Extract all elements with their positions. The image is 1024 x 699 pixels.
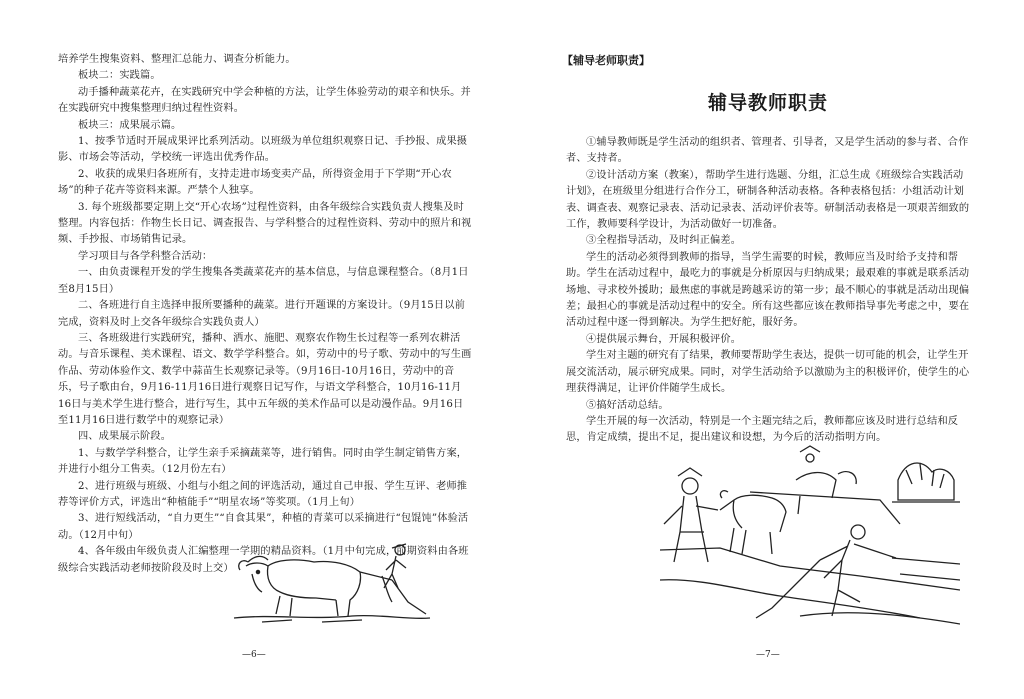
paragraph: ①辅导教师既是学生活动的组织者、管理者、引导者，又是学生活动的参与者、合作者、支持者。: [566, 137, 969, 165]
paragraph: 二、各班进行自主选择申报所要播种的蔬菜。进行开题课的方案设计。（9月15日以前完成，资料及时上交各年级综合实践负责人）: [58, 300, 465, 328]
paragraph: 2、进行班级与班级、小组与小组之间的评选活动，通过自己申报、学生互评、老师推荐等评价方式，评选出“种植能手”“明星农场”等奖项。（1月上旬）: [58, 480, 468, 508]
paragraph: 一、由负责课程开发的学生搜集各类蔬菜花卉的基本信息，与信息课程整合。（8月1日至8月15日）: [58, 267, 469, 295]
page-number: —6—: [242, 650, 266, 660]
paragraph: 1、按季节适时开展成果评比系列活动。以班级为单位组织观察日记、手抄报、成果摄影、市场会等活动，学校统一评选出优秀作品。: [58, 136, 468, 164]
paragraph: 学习项目与各学科整合活动：: [78, 250, 213, 262]
paragraph: 学生的活动必须得到教师的指导，当学生需要的时候，教师应当及时给予支持和帮助。学生在活动过程中，最吃力的事就是分析原因与归纳成果；最艰难的事就是联系活动场地、寻求校外援助；最焦虑的事就是跨越采访的第一步；最不顺心的事就是活动出现偏差；最担心的事就是活动过程中的安全。所有这些都应该在教师指导事先考虑之中，要在活动过程中逐一得到解决。为学生把好舵，服好务。: [566, 251, 970, 329]
left-body-text: [58, 52, 472, 577]
section-tag: 【辅导老师职责】: [562, 54, 650, 67]
paragraph: 3、进行短线活动，“自力更生”“自食其果”，种植的青菜可以采摘进行“包馄饨”体验活动。（12月中旬）: [58, 513, 469, 541]
paragraph: 1、与数学学科整合，让学生亲手采摘蔬菜等，进行销售。同时由学生制定销售方案，并进行小组分工售卖。（12月份左右）: [58, 447, 468, 476]
paragraph: 2、收获的成果归各班所有，支持走进市场变卖产品，所得资金用于下学期“开心农场”的种子花卉等资料来源。严禁个人独享。: [58, 168, 452, 197]
paragraph: ④提供展示舞台，开展积极评价。: [586, 333, 742, 345]
page-number: —7—: [756, 650, 780, 660]
paragraph: 动手播种蔬菜花卉，在实践研究中学会种植的方法，让学生体验劳动的艰辛和快乐。并在实践研究中搜集整理归纳过程性资料。: [58, 86, 471, 115]
paragraph: 三、各班级进行实践研究，播种、洒水、施肥、观察农作物生长过程等一系列农耕活动。与音乐课程、美术课程、语文、数学学科整合。如，劳动中的号子歌、劳动中的写生画作品、劳动体验作文、数学中蒜苗生长观察记录等。（9月16日-10月16日，劳动中的音乐，号子歌由台，9月16-11月16日进行观察日记写作，与语文学科整合，10月16-11月16日与美术学生进行整合，进行写生，其中五年级的美术作品可以是动漫作品。9月16日至11月16日进行数学中的观察记录）: [58, 332, 472, 426]
paragraph: 培养学生搜集资料、整理汇总能力、调查分析能力。: [58, 54, 296, 65]
paragraph: 学生开展的每一次活动，特别是一个主题完结之后，教师都应该及时进行总结和反思，肯定成绩，提出不足，提出建议和设想，为今后的活动指明方向。: [566, 415, 959, 444]
paragraph: ②设计活动方案（教案），帮助学生进行选题、分组，汇总生成《班级综合实践活动计划》，在班级里分组进行合作分工，研制各种活动表格。各种表格包括：小组活动计划表、调查表、观察记录表、活动记录表、活动评价表等。研制活动表格是一项艰苦细致的工作，教师要科学设计，为活动做好一切准备。: [566, 169, 970, 231]
paragraph: ⑤搞好活动总结。: [586, 399, 669, 411]
farmers-plowing-illustration: [660, 440, 960, 630]
paragraph: 板块三：成果展示篇。: [78, 119, 182, 131]
ox-plowing-illustration: [232, 530, 432, 625]
paragraph: 学生对主题的研究有了结果，教师要帮助学生表达，提供一切可能的机会，让学生开展交流活动，展示研究成果。同时，对学生活动给予以激励为主的积极评价，使学生的心理获得满足，让评价伴随学生成长。: [566, 350, 970, 395]
right-body-text: [566, 135, 971, 447]
paragraph: 板块二：实践篇。: [78, 70, 161, 82]
page-title: 辅导教师职责: [707, 92, 828, 114]
paragraph: 四、成果展示阶段。: [78, 431, 172, 443]
paragraph: 3. 每个班级都要定期上交“开心农场”过程性资料，由各年级综合实践负责人搜集及时整理。内容包括：作物生长日记、调查报告、与学科整合的过程性资料、劳动中的照片和视频、手抄报、市场销售记录。: [58, 201, 472, 246]
paragraph: ③全程指导活动，及时纠正偏差。: [586, 235, 742, 247]
paragraph: 4、各年级由年级负责人汇编整理一学期的精品资料。（1月中旬完成，前期资料由各班级综合实践活动老师按阶段及时上交）: [58, 546, 469, 574]
